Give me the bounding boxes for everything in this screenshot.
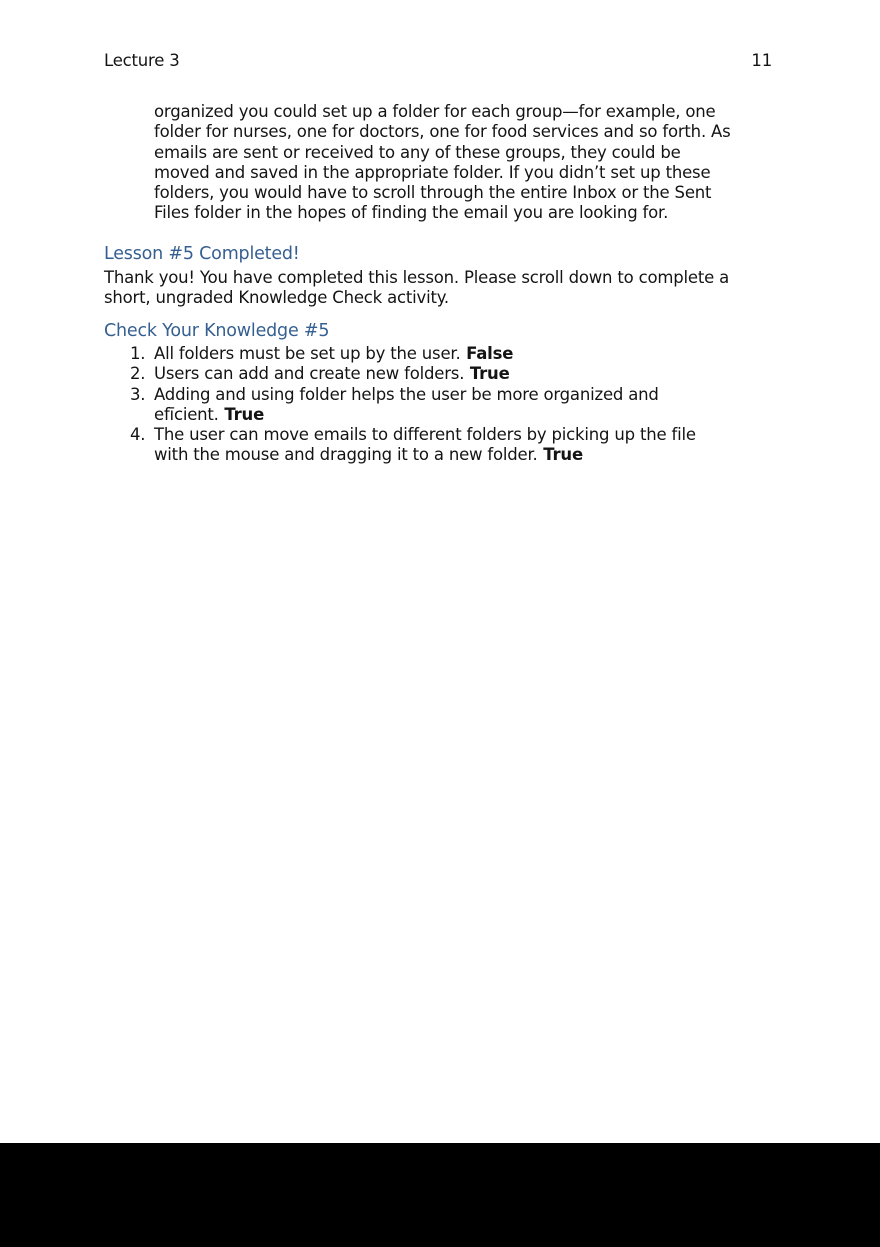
- item-number: 3.: [130, 384, 146, 404]
- knowledge-check-item-1: [104, 344, 696, 364]
- item-text: [154, 385, 659, 426]
- page-header: [104, 51, 772, 71]
- intro-line: folder for nurses, one for doctors, one for food services and so forth. As: [154, 122, 731, 142]
- intro-line: emails are sent or received to any of these groups, they could be: [154, 142, 681, 162]
- question-text: All folders must be set up by the user.: [154, 344, 461, 363]
- intro-line: folders, you would have to scroll through the entire Inbox or the Sent: [154, 183, 712, 203]
- item-line: [154, 344, 513, 364]
- header-title: Lecture 3: [104, 51, 180, 70]
- knowledge-check-list: [104, 344, 696, 466]
- question-text: Users can add and create new folders.: [154, 364, 465, 384]
- intro-paragraph: [154, 102, 804, 224]
- intro-line: organized you could set up a folder for each group—for example, one: [154, 102, 716, 121]
- item-text: [154, 364, 510, 384]
- question-text: with the mouse and dragging it to a new folder.: [154, 445, 538, 465]
- lesson-body-line: short, ungraded Knowledge Check activity.: [104, 288, 449, 308]
- knowledge-check-heading: Check Your Knowledge #5: [104, 321, 330, 341]
- item-text: [154, 344, 513, 364]
- intro-line: moved and saved in the appropriate folder. If you didn’t set up these: [154, 162, 711, 182]
- item-line: Adding and using folder helps the user be more organized and: [154, 384, 659, 404]
- page-number: 11: [751, 51, 772, 70]
- item-number: 1.: [130, 344, 146, 363]
- answer-text: False: [466, 344, 514, 363]
- item-line: The user can move emails to different folders by picking up the file: [154, 425, 696, 445]
- knowledge-check-item-4: [104, 425, 696, 466]
- answer-text: True: [469, 364, 510, 384]
- answer-text: True: [543, 445, 583, 465]
- knowledge-check-item-2: [104, 364, 696, 384]
- lesson-completed-body: [104, 268, 804, 309]
- lesson-body-line: Thank you! You have completed this lesson. Please scroll down to complete a: [104, 268, 729, 287]
- footer-black-band: [0, 1143, 880, 1247]
- item-number: 4.: [130, 425, 146, 445]
- answer-text: True: [224, 404, 265, 424]
- item-number: 2.: [130, 364, 146, 384]
- lesson-completed-heading: Lesson #5 Completed!: [104, 244, 300, 264]
- intro-line: Files folder in the hopes of finding the email you are looking for.: [154, 203, 669, 223]
- item-text: [154, 425, 696, 466]
- knowledge-check-item-3: [104, 385, 696, 426]
- item-line: [154, 364, 510, 384]
- item-line: [154, 405, 659, 425]
- item-line: [154, 445, 696, 465]
- question-text: efīcient.: [154, 404, 219, 424]
